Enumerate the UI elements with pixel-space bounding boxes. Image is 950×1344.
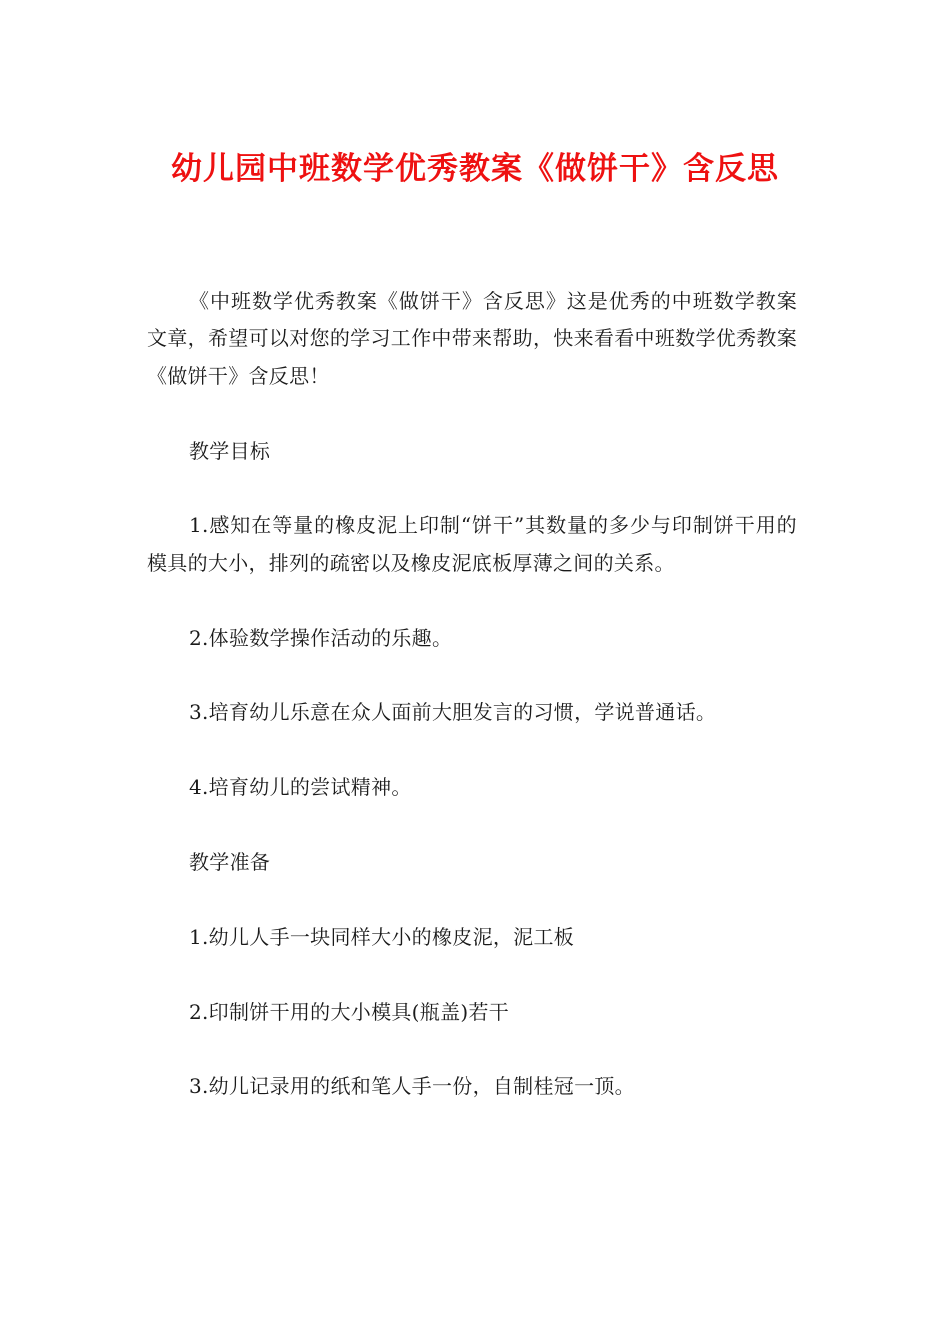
preparation-item-1: 1.幼儿人手一块同样大小的橡皮泥，泥工板 bbox=[189, 924, 575, 949]
document-title: 幼儿园中班数学优秀教案《做饼干》含反思 bbox=[171, 151, 779, 187]
section-heading-preparation: 教学准备 bbox=[189, 850, 271, 874]
document-body bbox=[147, 283, 797, 1106]
intro-paragraph: 《中班数学优秀教案《做饼干》含反思》这是优秀的中班数学教案文章，希望可以对您的学习工作中带来帮助，快来看看中班数学优秀教案《做饼干》含反思！ bbox=[147, 289, 797, 388]
preparation-item-3: 3.幼儿记录用的纸和笔人手一份，自制桂冠一顶。 bbox=[189, 1074, 635, 1099]
objective-item-1: 1.感知在等量的橡皮泥上印制“饼干”其数量的多少与印制饼干用的模具的大小，排列的疏密以及橡皮泥底板厚薄之间的关系。 bbox=[147, 513, 797, 575]
section-heading-objectives: 教学目标 bbox=[189, 438, 271, 463]
preparation-item-2: 2.印制饼干用的大小模具(瓶盖)若干 bbox=[189, 999, 510, 1024]
objective-item-3: 3.培育幼儿乐意在众人面前大胆发言的习惯，学说普通话。 bbox=[189, 700, 717, 725]
objective-item-4: 4.培育幼儿的尝试精神。 bbox=[189, 775, 412, 800]
objective-item-2: 2.体验数学操作活动的乐趣。 bbox=[189, 625, 453, 650]
